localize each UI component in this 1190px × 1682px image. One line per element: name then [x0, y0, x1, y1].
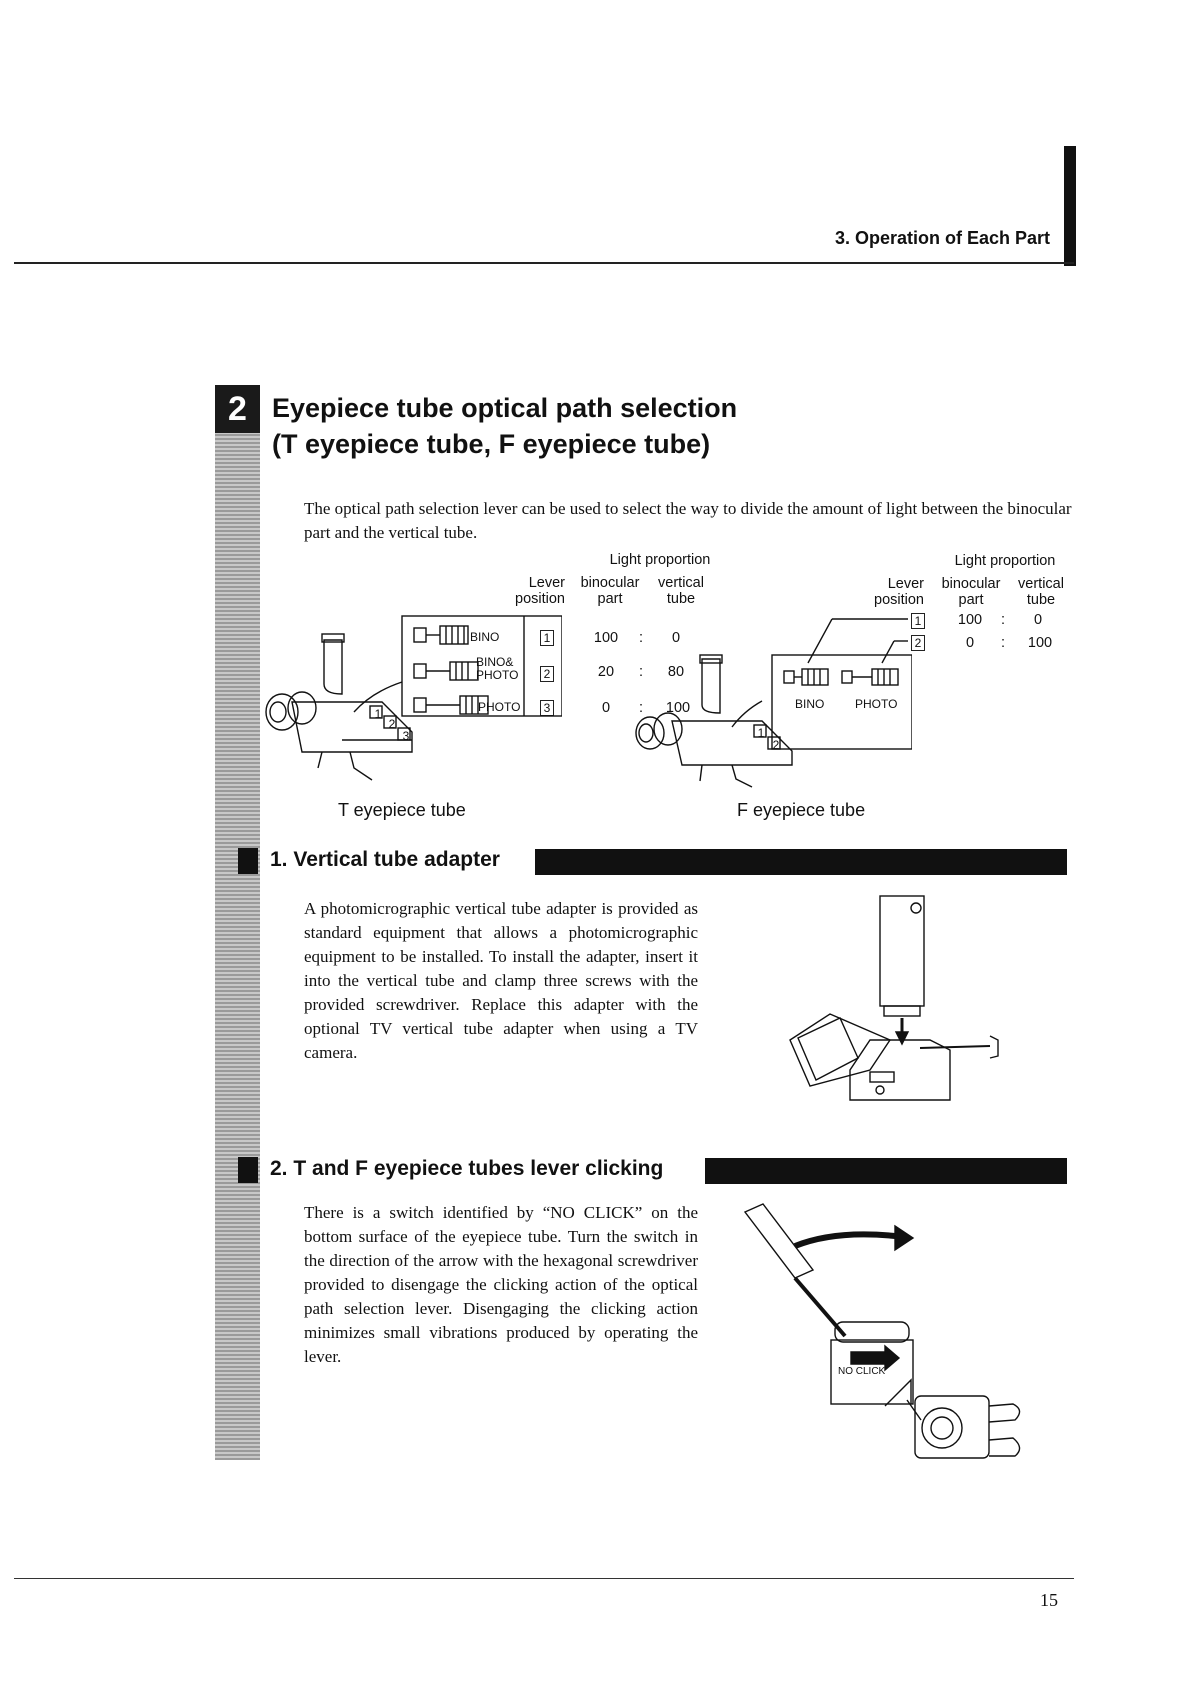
sub2-body: There is a switch identified by “NO CLICK” on the bottom surface of the eyepiece tube. Turn the switch in the direction of the arrow with the hexagonal screwdriver provided to disengage the clicking action of the optical path selection lever. Disengaging the clicking action minimizes small vibrations produced by operating the lever.: [304, 1203, 698, 1366]
f-row2-pos: 2: [911, 635, 925, 651]
f-row1-pos: 1: [911, 613, 925, 629]
f-row2-vertical: 100: [1027, 635, 1053, 651]
sub2-heading-bar: [705, 1158, 1067, 1184]
header-bar: [1064, 146, 1076, 266]
f-row2-binocular: 0: [965, 635, 975, 651]
t-row2-sep: :: [638, 664, 644, 680]
f-label-photo: PHOTO: [855, 697, 898, 711]
t-row1-sep: :: [638, 630, 644, 646]
sub2-marker: [238, 1157, 258, 1183]
f-vertical-header: vertical tube: [1018, 576, 1064, 608]
sub1-heading: 1. Vertical tube adapter: [270, 848, 500, 871]
t-row1-vertical: 0: [671, 630, 681, 646]
t-vertical-header: vertical tube: [658, 575, 704, 607]
t-lever-position-header: Lever position: [515, 575, 565, 607]
side-strip: [215, 420, 260, 1460]
t-caption: T eyepiece tube: [338, 800, 466, 820]
f-lever-icon: [784, 669, 898, 685]
f-row1-vertical: 0: [1033, 612, 1043, 628]
section-number-badge: 2: [215, 385, 260, 433]
sub1-heading-bar: [535, 849, 1067, 875]
f-lever-position-header: Lever position: [874, 576, 924, 608]
sub1-body: A photomicrographic vertical tube adapter is provided as standard equipment that allows a photomicrographic equipment to be installed. To install the adapter, insert it into the vertical tube and clamp three screws with the provided screwdriver. Replace this adapter with the optional TV vertical tube adapter when using a TV camera.: [304, 899, 698, 1062]
running-header: 3. Operation of Each Part: [834, 228, 1050, 248]
t-callout-1: 1: [374, 707, 382, 721]
t-binocular-header: binocular part: [580, 575, 640, 607]
t-row2-vertical: 80: [667, 664, 685, 680]
t-row3-pos: 3: [540, 700, 554, 716]
t-eyepiece-tube-illustration: [262, 612, 562, 792]
page-number: 15: [1040, 1590, 1058, 1610]
t-row3-vertical: 100: [665, 700, 691, 716]
t-row3-sep: :: [638, 700, 644, 716]
f-binocular-header: binocular part: [941, 576, 1001, 608]
f-light-proportion-header: Light proportion: [954, 553, 1056, 569]
section-title-line2: (T eyepiece tube, F eyepiece tube): [272, 429, 711, 459]
section-title: [272, 390, 972, 462]
header-rule: [14, 262, 1074, 264]
t-callout-3: 3: [402, 729, 410, 743]
t-callout-2: 2: [388, 717, 396, 731]
f-row1-binocular: 100: [957, 612, 983, 628]
sub1-marker: [238, 848, 258, 874]
f-callout-2: 2: [772, 738, 780, 752]
vertical-tube-adapter-illustration: [770, 890, 1020, 1110]
no-click-label: NO CLICK: [838, 1366, 886, 1377]
f-row1-sep: :: [1000, 612, 1006, 628]
footer-rule: [14, 1578, 1074, 1579]
t-row1-pos: 1: [540, 630, 554, 646]
sub2-heading: 2. T and F eyepiece tubes lever clicking: [270, 1157, 664, 1180]
t-row2-label: BINO& PHOTO: [476, 655, 519, 682]
t-row2-binocular: 20: [597, 664, 615, 680]
t-row2-pos: 2: [540, 666, 554, 682]
t-row1-label: BINO: [470, 630, 500, 644]
no-click-switch-illustration: [735, 1200, 1035, 1470]
f-label-bino: BINO: [795, 697, 825, 711]
t-row1-binocular: 100: [593, 630, 619, 646]
f-caption: F eyepiece tube: [737, 800, 866, 820]
intro-paragraph: The optical path selection lever can be used to select the way to divide the amount of light between the binocular part and the vertical tube.: [304, 499, 1072, 542]
section-title-line1: Eyepiece tube optical path selection: [272, 393, 738, 423]
t-light-proportion-header: Light proportion: [609, 552, 711, 568]
t-row3-binocular: 0: [601, 700, 611, 716]
t-row3-label: PHOTO: [478, 700, 521, 714]
f-callout-1: 1: [757, 726, 765, 740]
f-row2-sep: :: [1000, 635, 1006, 651]
lever-icon: [414, 626, 488, 714]
